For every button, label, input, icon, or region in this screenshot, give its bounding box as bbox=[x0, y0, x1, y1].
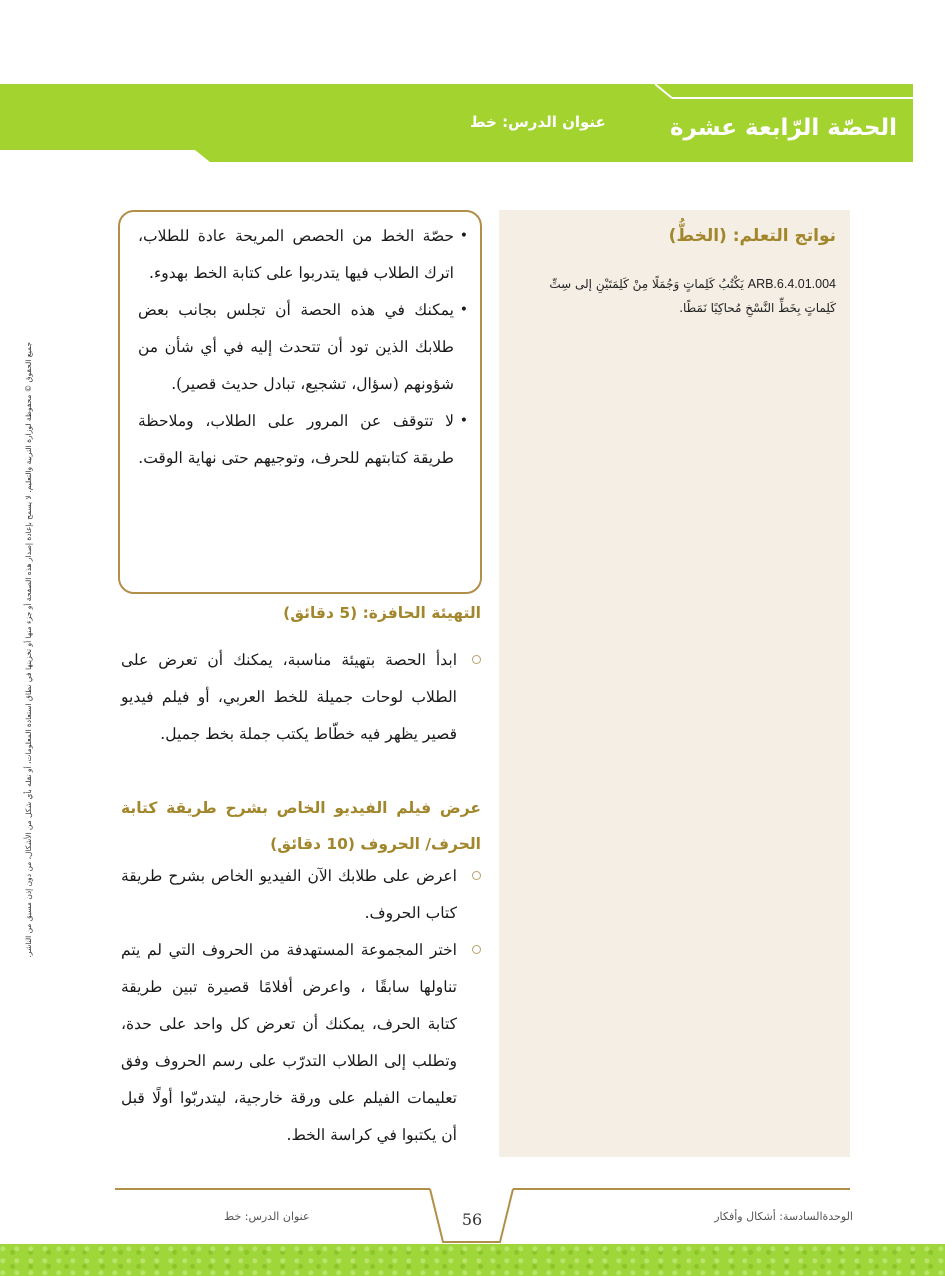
list-item: اعرض على طلابك الآن الفيديو الخاص بشرح طريقة كتاب الحروف. bbox=[121, 858, 481, 932]
lesson-title: عنوان الدرس: خط bbox=[470, 113, 606, 131]
list-item: • يمكنك في هذه الحصة أن تجلس بجانب بعض طلابك الذين تود أن تتحدث إليه في أي شأن من شؤونهم (سؤال، تشجيع، تبادل حديث قصير). bbox=[138, 292, 468, 403]
outcome-description: يَكْتُبُ كَلِماتٍ وَجُمَلًا مِنْ كَلِمَتَيْنِ إلى سِتِّ كَلِماتٍ بِخَطِّ النَّسْخِ مُحاكِيًا نَمَطًا. bbox=[549, 277, 836, 315]
lesson-number: الحصّة الرّابعة عشرة bbox=[669, 115, 897, 141]
bullet-icon: • bbox=[459, 228, 468, 244]
warmup-heading: التهيئة الحافزة: (5 دقائق) bbox=[283, 604, 481, 622]
warmup-list bbox=[121, 642, 481, 753]
tips-list bbox=[138, 218, 468, 477]
circle-bullet-icon bbox=[472, 655, 481, 664]
list-item: • حصّة الخط من الحصص المريحة عادة للطلاب، اترك الطلاب فيها يتدربوا على كتابة الخط بهدوء. bbox=[138, 218, 468, 292]
list-item: اختر المجموعة المستهدفة من الحروف التي لم يتم تناولها سابقًا ، واعرض أفلامًا قصيرة تبين طريقة كتابة الحرف، يمكنك أن تعرض كل واحد على حدة، وتطلب إلى الطلاب التدرّب على رسم الحروف وفق تعليمات الفيلم على ورقة خارجية، ليتدربّوا أولًا قبل أن يكتبوا في كراسة الخط. bbox=[121, 932, 481, 1154]
outcomes-text bbox=[516, 272, 836, 320]
list-item: • لا تتوقف عن المرور على الطلاب، وملاحظة طريقة كتابتهم للحرف، وتوجيهم حتى نهاية الوقت. bbox=[138, 403, 468, 477]
bottom-decorative-band bbox=[0, 1244, 945, 1276]
circle-bullet-icon bbox=[472, 871, 481, 880]
learning-outcomes-panel bbox=[499, 210, 850, 1157]
list-item: ابدأ الحصة بتهيئة مناسبة، يمكنك أن تعرض على الطلاب لوحات جميلة للخط العربي، أو فيلم فيديو قصير يظهر فيه خطّاط يكتب جملة بخط جميل. bbox=[121, 642, 481, 753]
video-heading: عرض فيلم الفيديو الخاص بشرح طريقة كتابة الحرف/ الحروف (10 دقائق) bbox=[121, 799, 481, 853]
page-number: 56 bbox=[461, 1210, 483, 1229]
outcomes-title: نواتج التعلم: (الخطُّ) bbox=[668, 226, 836, 246]
circle-bullet-icon bbox=[472, 945, 481, 954]
video-list bbox=[121, 858, 481, 1154]
footer-unit-title: الوحدةالسادسة: أشكال وأفكار bbox=[714, 1210, 853, 1223]
outcome-code: ARB.6.4.01.004 bbox=[747, 277, 836, 291]
bullet-icon: • bbox=[459, 413, 468, 429]
bullet-icon: • bbox=[459, 302, 468, 318]
footer-lesson-title: عنوان الدرس: خط bbox=[224, 1210, 310, 1223]
copyright-notice: جميع الحقوق © محفوظة لوزارة التربية والتعليم. لا يسمح بإعادة إصدار هذه الصفحة أو جزء منها أو تخزينها في نطاق استعادة المعلومات، أو نقله بأي شكل من الأشكال، من دون إذن مسبق من الناشر. bbox=[24, 342, 33, 958]
teacher-tips-box bbox=[118, 210, 482, 594]
